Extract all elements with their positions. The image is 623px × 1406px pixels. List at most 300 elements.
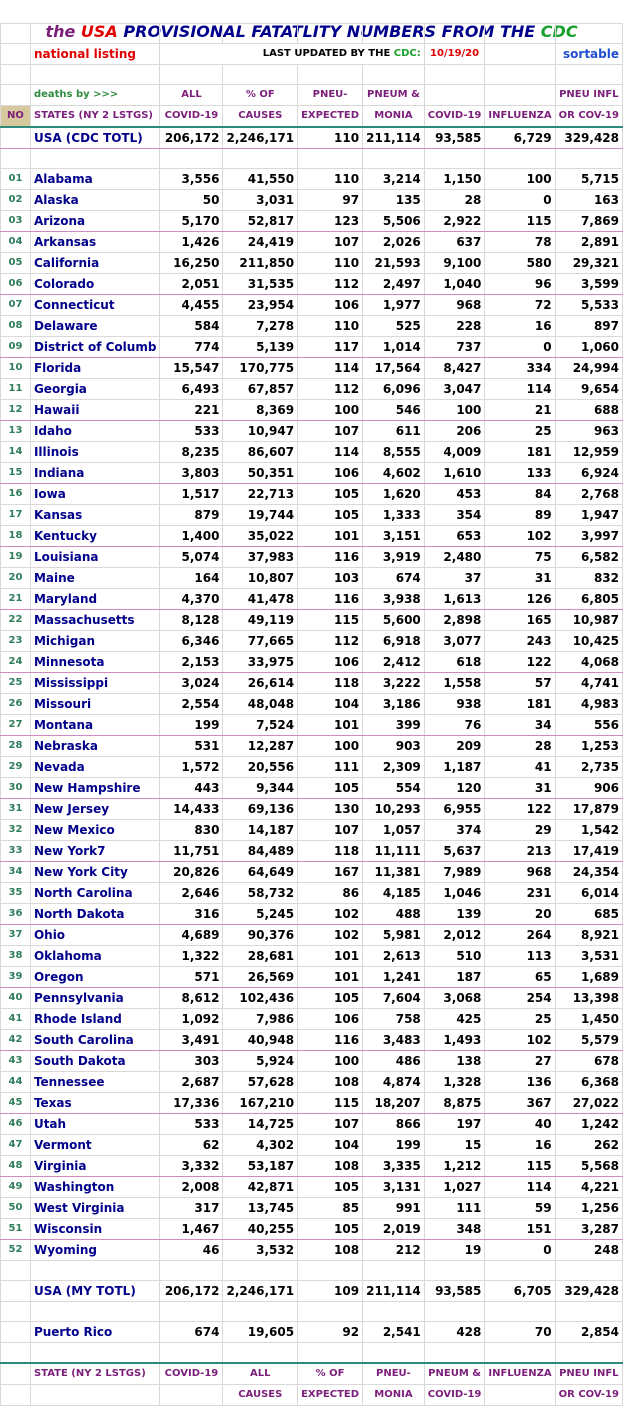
my-total-row — [1, 1281, 623, 1302]
row-number: 51 — [1, 1219, 31, 1240]
row-number: 11 — [1, 379, 31, 400]
row-number: 25 — [1, 673, 31, 694]
cell-value: 57,628 — [223, 1072, 298, 1093]
table-row — [1, 1240, 623, 1261]
cell-value: 317 — [160, 1198, 223, 1219]
cell-value: 102 — [485, 526, 555, 547]
cell-value: 22,713 — [223, 484, 298, 505]
cell-value: 5,139 — [223, 337, 298, 358]
cell-value: 17,564 — [363, 358, 425, 379]
cell-value: 105 — [298, 778, 363, 799]
row-number: 34 — [1, 862, 31, 883]
empty-cell — [1, 65, 31, 85]
cell-value: 348 — [424, 1219, 485, 1240]
row-number: 12 — [1, 400, 31, 421]
table-row — [1, 169, 623, 190]
last-updated — [160, 44, 424, 65]
cell-value: 48,048 — [223, 694, 298, 715]
cell-value: 104 — [298, 1135, 363, 1156]
puerto-rico-value: 70 — [485, 1322, 555, 1343]
state-name: Nevada — [30, 757, 159, 778]
total-value: 6,729 — [485, 127, 555, 149]
cell-value: 9,654 — [555, 379, 622, 400]
state-name: Pennsylvania — [30, 988, 159, 1009]
cell-value: 897 — [555, 316, 622, 337]
cell-value: 1,400 — [160, 526, 223, 547]
empty-cell — [485, 1384, 555, 1405]
cell-value: 968 — [485, 862, 555, 883]
cell-value: 13,398 — [555, 988, 622, 1009]
footer-cell: ALL — [223, 1363, 298, 1385]
cell-value: 3,186 — [363, 694, 425, 715]
cell-value: 16,250 — [160, 253, 223, 274]
cell-value: 3,047 — [424, 379, 485, 400]
empty-cell — [223, 1343, 298, 1363]
my-total-value: 329,428 — [555, 1281, 622, 1302]
table-row — [1, 715, 623, 736]
cell-value: 100 — [424, 400, 485, 421]
cell-value: 906 — [555, 778, 622, 799]
cell-value: 100 — [485, 169, 555, 190]
table-row — [1, 568, 623, 589]
row-number: 07 — [1, 295, 31, 316]
table-row — [1, 484, 623, 505]
row-number: 39 — [1, 967, 31, 988]
total-value: 2,246,171 — [223, 127, 298, 149]
puerto-rico-value: 674 — [160, 1322, 223, 1343]
table-row — [1, 526, 623, 547]
cell-value: 3,031 — [223, 190, 298, 211]
cell-value: 3,077 — [424, 631, 485, 652]
empty-cell — [1, 1343, 31, 1363]
puerto-rico-row — [1, 1322, 623, 1343]
cell-value: 112 — [298, 631, 363, 652]
my-total-value: 206,172 — [160, 1281, 223, 1302]
cell-value: 4,370 — [160, 589, 223, 610]
empty-cell — [1, 127, 31, 149]
cell-value: 3,483 — [363, 1030, 425, 1051]
cell-value: 4,302 — [223, 1135, 298, 1156]
cell-value: 15,547 — [160, 358, 223, 379]
total-value: 110 — [298, 127, 363, 149]
empty-cell — [298, 65, 363, 85]
cell-value: 11,381 — [363, 862, 425, 883]
cell-value: 5,715 — [555, 169, 622, 190]
cell-value: 49,119 — [223, 610, 298, 631]
row-number: 15 — [1, 463, 31, 484]
row-number: 21 — [1, 589, 31, 610]
cell-value: 40,255 — [223, 1219, 298, 1240]
cell-value: 2,613 — [363, 946, 425, 967]
table-row — [1, 967, 623, 988]
cell-value: 8,555 — [363, 442, 425, 463]
cell-value: 100 — [298, 1051, 363, 1072]
cell-value: 4,221 — [555, 1177, 622, 1198]
cell-value: 12,287 — [223, 736, 298, 757]
my-total-label: USA (MY TOTL) — [30, 1281, 159, 1302]
cell-value: 1,057 — [363, 820, 425, 841]
cell-value: 4,602 — [363, 463, 425, 484]
empty-cell — [30, 1343, 159, 1363]
spacer-row — [1, 1302, 623, 1322]
cell-value: 114 — [298, 358, 363, 379]
header-cell: PNEU- — [298, 85, 363, 106]
row-number: 17 — [1, 505, 31, 526]
cell-value: 78 — [485, 232, 555, 253]
cell-value: 14,187 — [223, 820, 298, 841]
cell-value: 21 — [485, 400, 555, 421]
cell-value: 126 — [485, 589, 555, 610]
my-total-value: 93,585 — [424, 1281, 485, 1302]
cell-value: 65 — [485, 967, 555, 988]
cell-value: 4,455 — [160, 295, 223, 316]
state-name: Maine — [30, 568, 159, 589]
cell-value: 114 — [485, 1177, 555, 1198]
cell-value: 84,489 — [223, 841, 298, 862]
cell-value: 5,600 — [363, 610, 425, 631]
state-name: Utah — [30, 1114, 159, 1135]
header-cell: ALL — [160, 85, 223, 106]
cell-value: 139 — [424, 904, 485, 925]
table-row — [1, 463, 623, 484]
table-row — [1, 379, 623, 400]
footer-row-1 — [1, 1363, 623, 1385]
cell-value: 2,153 — [160, 652, 223, 673]
table-row — [1, 190, 623, 211]
cell-value: 674 — [363, 568, 425, 589]
empty-cell — [298, 149, 363, 169]
cell-value: 33,975 — [223, 652, 298, 673]
cell-value: 8,427 — [424, 358, 485, 379]
my-total-value: 6,705 — [485, 1281, 555, 1302]
state-name: California — [30, 253, 159, 274]
cell-value: 1,517 — [160, 484, 223, 505]
cell-value: 1,046 — [424, 883, 485, 904]
empty-cell — [1, 24, 31, 44]
empty-cell — [363, 24, 425, 44]
cell-value: 685 — [555, 904, 622, 925]
cell-value: 2,480 — [424, 547, 485, 568]
row-number: 30 — [1, 778, 31, 799]
cell-value: 211,850 — [223, 253, 298, 274]
cell-value: 3,938 — [363, 589, 425, 610]
cell-value: 26,614 — [223, 673, 298, 694]
cell-value: 72 — [485, 295, 555, 316]
title-the: the — [45, 22, 76, 41]
cell-value: 15 — [424, 1135, 485, 1156]
cell-value: 1,242 — [555, 1114, 622, 1135]
cell-value: 17,336 — [160, 1093, 223, 1114]
cell-value: 52,817 — [223, 211, 298, 232]
cell-value: 107 — [298, 820, 363, 841]
cell-value: 115 — [298, 1093, 363, 1114]
empty-cell — [555, 65, 622, 85]
cell-value: 50 — [160, 190, 223, 211]
cell-value: 531 — [160, 736, 223, 757]
empty-cell — [424, 1343, 485, 1363]
row-number: 46 — [1, 1114, 31, 1135]
cell-value: 2,646 — [160, 883, 223, 904]
total-value: 329,428 — [555, 127, 622, 149]
cell-value: 67,857 — [223, 379, 298, 400]
empty-cell — [298, 24, 363, 44]
row-number: 10 — [1, 358, 31, 379]
cell-value: 367 — [485, 1093, 555, 1114]
cell-value: 5,579 — [555, 1030, 622, 1051]
state-name: South Dakota — [30, 1051, 159, 1072]
row-number: 31 — [1, 799, 31, 820]
cell-value: 25 — [485, 421, 555, 442]
cell-value: 1,977 — [363, 295, 425, 316]
cell-value: 1,187 — [424, 757, 485, 778]
empty-cell — [1, 149, 31, 169]
cell-value: 102 — [298, 904, 363, 925]
cell-value: 37 — [424, 568, 485, 589]
cdc-total-row — [1, 127, 623, 149]
cell-value: 40 — [485, 1114, 555, 1135]
empty-cell — [363, 65, 425, 85]
cell-value: 6,805 — [555, 589, 622, 610]
cell-value: 8,612 — [160, 988, 223, 1009]
state-name: Oregon — [30, 967, 159, 988]
cell-value: 167,210 — [223, 1093, 298, 1114]
cell-value: 24,994 — [555, 358, 622, 379]
cell-value: 1,322 — [160, 946, 223, 967]
cell-value: 903 — [363, 736, 425, 757]
cell-value: 2,891 — [555, 232, 622, 253]
cell-value: 115 — [485, 211, 555, 232]
cell-value: 14,433 — [160, 799, 223, 820]
table-row — [1, 400, 623, 421]
header-cell: EXPECTED — [298, 106, 363, 128]
cell-value: 96 — [485, 274, 555, 295]
row-number: 27 — [1, 715, 31, 736]
cell-value: 3,131 — [363, 1177, 425, 1198]
cell-value: 6,924 — [555, 463, 622, 484]
cell-value: 41,550 — [223, 169, 298, 190]
footer-cell: COVID-19 — [160, 1363, 223, 1385]
row-number: 01 — [1, 169, 31, 190]
state-name: Vermont — [30, 1135, 159, 1156]
table-row — [1, 1072, 623, 1093]
state-name: West Virginia — [30, 1198, 159, 1219]
cell-value: 46 — [160, 1240, 223, 1261]
table-row — [1, 799, 623, 820]
cell-value: 16 — [485, 1135, 555, 1156]
row-number: 33 — [1, 841, 31, 862]
table-row — [1, 295, 623, 316]
my-total-value: 2,246,171 — [223, 1281, 298, 1302]
table-row — [1, 1198, 623, 1219]
header-row-1 — [1, 85, 623, 106]
cell-value: 4,009 — [424, 442, 485, 463]
cell-value: 2,051 — [160, 274, 223, 295]
cell-value: 5,568 — [555, 1156, 622, 1177]
cell-value: 118 — [298, 841, 363, 862]
cell-value: 510 — [424, 946, 485, 967]
row-number: 24 — [1, 652, 31, 673]
state-name: Colorado — [30, 274, 159, 295]
row-number: 32 — [1, 820, 31, 841]
empty-cell — [363, 1343, 425, 1363]
state-name: Florida — [30, 358, 159, 379]
cell-value: 1,027 — [424, 1177, 485, 1198]
cell-value: 130 — [298, 799, 363, 820]
cell-value: 7,278 — [223, 316, 298, 337]
cell-value: 25 — [485, 1009, 555, 1030]
empty-cell — [30, 1384, 159, 1405]
state-name: North Dakota — [30, 904, 159, 925]
empty-cell — [485, 149, 555, 169]
cell-value: 23,954 — [223, 295, 298, 316]
table-row — [1, 421, 623, 442]
cell-value: 4,689 — [160, 925, 223, 946]
row-number: 45 — [1, 1093, 31, 1114]
row-number: 05 — [1, 253, 31, 274]
cell-value: 199 — [363, 1135, 425, 1156]
cell-value: 28 — [485, 736, 555, 757]
table-row — [1, 547, 623, 568]
cell-value: 110 — [298, 169, 363, 190]
cell-value: 1,542 — [555, 820, 622, 841]
state-name: Texas — [30, 1093, 159, 1114]
row-number: 02 — [1, 190, 31, 211]
cell-value: 1,241 — [363, 967, 425, 988]
cell-value: 116 — [298, 547, 363, 568]
total-value: 206,172 — [160, 127, 223, 149]
cell-value: 1,212 — [424, 1156, 485, 1177]
row-number: 40 — [1, 988, 31, 1009]
table-row — [1, 883, 623, 904]
cell-value: 8,875 — [424, 1093, 485, 1114]
empty-cell — [30, 65, 159, 85]
table-row — [1, 631, 623, 652]
row-number: 23 — [1, 631, 31, 652]
cell-value: 31 — [485, 568, 555, 589]
cell-value: 6,918 — [363, 631, 425, 652]
cell-value: 41,478 — [223, 589, 298, 610]
cell-value: 100 — [298, 736, 363, 757]
footer-cell: OR COV-19 — [555, 1384, 622, 1405]
row-number: 04 — [1, 232, 31, 253]
cell-value: 3,332 — [160, 1156, 223, 1177]
table-row — [1, 1156, 623, 1177]
cell-value: 584 — [160, 316, 223, 337]
total-value: 211,114 — [363, 127, 425, 149]
cell-value: 1,060 — [555, 337, 622, 358]
cell-value: 108 — [298, 1156, 363, 1177]
cell-value: 3,222 — [363, 673, 425, 694]
cell-value: 181 — [485, 694, 555, 715]
cell-value: 18,207 — [363, 1093, 425, 1114]
cell-value: 9,100 — [424, 253, 485, 274]
cell-value: 58,732 — [223, 883, 298, 904]
cell-value: 16 — [485, 316, 555, 337]
cell-value: 3,151 — [363, 526, 425, 547]
empty-cell — [298, 1261, 363, 1281]
cell-value: 69,136 — [223, 799, 298, 820]
cell-value: 3,214 — [363, 169, 425, 190]
cell-value: 963 — [555, 421, 622, 442]
empty-cell — [30, 149, 159, 169]
cell-value: 35,022 — [223, 526, 298, 547]
cell-value: 31,535 — [223, 274, 298, 295]
cell-value: 1,150 — [424, 169, 485, 190]
cell-value: 637 — [424, 232, 485, 253]
cell-value: 1,572 — [160, 757, 223, 778]
cell-value: 97 — [298, 190, 363, 211]
title-usa: USA — [80, 22, 118, 41]
row-number: 38 — [1, 946, 31, 967]
row-number: 52 — [1, 1240, 31, 1261]
cell-value: 112 — [298, 274, 363, 295]
empty-cell — [424, 1261, 485, 1281]
cell-value: 546 — [363, 400, 425, 421]
cell-value: 10,987 — [555, 610, 622, 631]
cell-value: 62 — [160, 1135, 223, 1156]
table-row — [1, 988, 623, 1009]
cell-value: 830 — [160, 820, 223, 841]
cell-value: 107 — [298, 1114, 363, 1135]
cell-value: 199 — [160, 715, 223, 736]
empty-cell — [1, 1281, 31, 1302]
empty-cell — [363, 1302, 425, 1322]
cell-value: 316 — [160, 904, 223, 925]
empty-cell — [555, 1302, 622, 1322]
empty-cell — [1, 1363, 31, 1385]
sortable-label: sortable — [555, 44, 622, 65]
cell-value: 110 — [298, 316, 363, 337]
cell-value: 151 — [485, 1219, 555, 1240]
footer-cell: PNEUM & — [424, 1363, 485, 1385]
empty-cell — [30, 24, 159, 44]
cell-value: 209 — [424, 736, 485, 757]
state-name: Oklahoma — [30, 946, 159, 967]
cell-value: 120 — [424, 778, 485, 799]
cell-value: 117 — [298, 337, 363, 358]
cell-value: 106 — [298, 295, 363, 316]
cell-value: 115 — [485, 1156, 555, 1177]
empty-cell — [1, 1322, 31, 1343]
cell-value: 29 — [485, 820, 555, 841]
row-number: 44 — [1, 1072, 31, 1093]
cell-value: 29,321 — [555, 253, 622, 274]
header-cell — [485, 85, 555, 106]
spacer-row — [1, 65, 623, 85]
cell-value: 486 — [363, 1051, 425, 1072]
state-name: Maryland — [30, 589, 159, 610]
my-total-value: 211,114 — [363, 1281, 425, 1302]
row-number: 26 — [1, 694, 31, 715]
row-number: 36 — [1, 904, 31, 925]
state-name: Tennessee — [30, 1072, 159, 1093]
cell-value: 10,425 — [555, 631, 622, 652]
empty-cell — [298, 1302, 363, 1322]
total-value: 93,585 — [424, 127, 485, 149]
cell-value: 1,450 — [555, 1009, 622, 1030]
empty-cell — [160, 65, 223, 85]
state-name: Indiana — [30, 463, 159, 484]
state-name: Arizona — [30, 211, 159, 232]
table-row — [1, 358, 623, 379]
cell-value: 53,187 — [223, 1156, 298, 1177]
empty-cell — [1, 85, 31, 106]
state-name: Minnesota — [30, 652, 159, 673]
cell-value: 5,245 — [223, 904, 298, 925]
empty-cell — [160, 24, 223, 44]
cell-value: 3,997 — [555, 526, 622, 547]
empty-cell — [555, 24, 622, 44]
